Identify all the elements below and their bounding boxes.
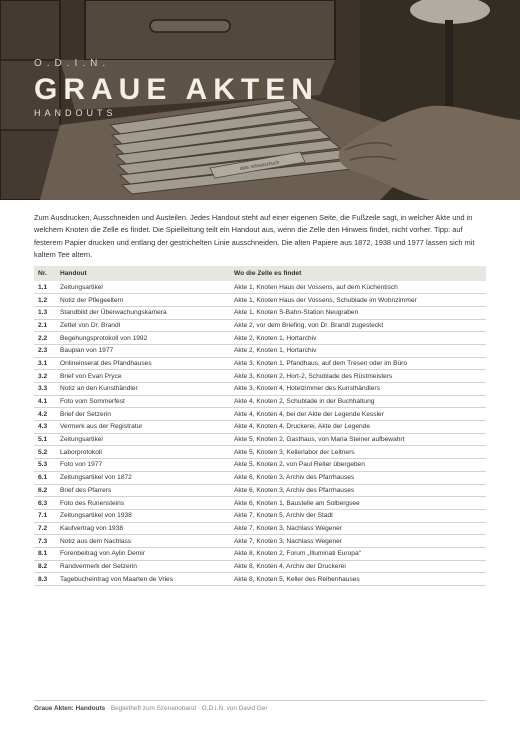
table-row [34, 319, 486, 332]
cell-location: Akte 1, Knoten S-Bahn-Station Neugraben [230, 306, 486, 319]
cell-location: Akte 7, Knoten 3, Nachlass Wegener [230, 535, 486, 548]
cell-handout: Foto von 1977 [56, 459, 230, 472]
cell-location: Akte 3, Knoten 4, Hotelzimmer des Kunsthändlers [230, 383, 486, 396]
cell-location: Akte 2, vor dem Briefing, von Dr. Brandl zugesteckt [230, 319, 486, 332]
cell-nr: 6.3 [34, 497, 56, 510]
cell-location: Akte 3, Knoten 2, Hort-2, Schublade des Rüstmeisters [230, 370, 486, 383]
cell-location: Akte 7, Knoten 5, Archiv der Stadt [230, 509, 486, 522]
table-row [34, 446, 486, 459]
cell-location: Akte 1, Knoten Haus der Vossens, auf dem Küchentisch [230, 281, 486, 294]
cell-handout: Tagebucheintrag von Maarten de Vries [56, 573, 230, 586]
table-row [34, 383, 486, 396]
cell-nr: 4.1 [34, 395, 56, 408]
table-row [34, 471, 486, 484]
cell-handout: Randvermerk der Setzerin [56, 560, 230, 573]
cell-handout: Zettel von Dr. Brandl [56, 319, 230, 332]
org-label: O.D.I.N. [34, 58, 111, 69]
cell-handout: Zeitungsartikel von 1938 [56, 509, 230, 522]
cell-nr: 5.1 [34, 433, 56, 446]
cell-nr: 1.1 [34, 281, 56, 294]
cell-nr: 4.3 [34, 421, 56, 434]
cell-nr: 5.3 [34, 459, 56, 472]
hero-image [0, 0, 520, 200]
table-row [34, 395, 486, 408]
cell-handout: Notiz an den Kunsthändler [56, 383, 230, 396]
cell-handout: Laborprotokoll [56, 446, 230, 459]
cell-handout: Zeitungsartikel von 1872 [56, 471, 230, 484]
cell-location: Akte 4, Knoten 4, bei der Akte der Legende Kessler [230, 408, 486, 421]
table-row [34, 509, 486, 522]
cell-nr: 7.1 [34, 509, 56, 522]
table-row [34, 573, 486, 586]
cell-handout: Zeitungsartikel [56, 281, 230, 294]
cell-nr: 2.2 [34, 332, 56, 345]
cell-location: Akte 6, Knoten 3, Archiv des Pfarrhauses [230, 471, 486, 484]
cell-nr: 1.3 [34, 306, 56, 319]
cell-handout: Zeitungsartikel [56, 433, 230, 446]
column-header-location: Wo die Zelle es findet [230, 266, 486, 281]
cell-handout: Foto vom Sommerfest [56, 395, 230, 408]
cell-nr: 5.2 [34, 446, 56, 459]
table-row [34, 332, 486, 345]
cell-location: Akte 5, Knoten 2, von Paul Reiter übergeben [230, 459, 486, 472]
cell-location: Akte 3, Knoten 1, Pfandhaus, auf dem Tresen oder im Büro [230, 357, 486, 370]
table-row [34, 547, 486, 560]
cell-nr: 3.3 [34, 383, 56, 396]
cell-location: Akte 8, Knoten 4, Archiv der Druckerei [230, 560, 486, 573]
cell-location: Akte 2, Knoten 1, Hortarchiv [230, 332, 486, 345]
cell-nr: 2.3 [34, 344, 56, 357]
cell-nr: 7.3 [34, 535, 56, 548]
column-header-handout: Handout [56, 266, 230, 281]
cell-location: Akte 5, Knoten 3, Kellerlabor der Leitners [230, 446, 486, 459]
table-row [34, 535, 486, 548]
cell-handout: Brief von Evan Pryce [56, 370, 230, 383]
cell-handout: Notiz der Pflegeeltern [56, 294, 230, 307]
cell-handout: Onlineinserat des Pfandhauses [56, 357, 230, 370]
table-row [34, 522, 486, 535]
footer-divider [34, 700, 486, 701]
cell-handout: Standbild der Überwachungskamera [56, 306, 230, 319]
cell-nr: 1.2 [34, 294, 56, 307]
cell-location: Akte 8, Knoten 2, Forum „Illuminati Europa“ [230, 547, 486, 560]
table-row [34, 408, 486, 421]
cell-nr: 8.1 [34, 547, 56, 560]
table-row [34, 421, 486, 434]
cell-nr: 3.1 [34, 357, 56, 370]
cell-location: Akte 1, Knoten Haus der Vossens, Schublade im Wohnzimmer [230, 294, 486, 307]
cell-location: Akte 7, Knoten 3, Nachlass Wegener [230, 522, 486, 535]
table-row [34, 370, 486, 383]
cell-handout: Forenbeitrag von Aylin Demir [56, 547, 230, 560]
cell-nr: 6.1 [34, 471, 56, 484]
hero-heading [34, 58, 319, 118]
cell-nr: 8.3 [34, 573, 56, 586]
table-row [34, 560, 486, 573]
column-header-nr: Nr. [34, 266, 56, 281]
handout-table [34, 266, 486, 586]
table-body [34, 281, 486, 586]
table-header-row [34, 266, 486, 281]
footer-title: Graue Akten: Handouts [34, 705, 106, 712]
cell-location: Akte 4, Knoten 4, Druckerei, Akte der Legende [230, 421, 486, 434]
cell-handout: Vermerk aus der Registratur [56, 421, 230, 434]
cell-handout: Brief der Setzerin [56, 408, 230, 421]
cell-handout: Foto des Runensteins [56, 497, 230, 510]
page-title: GRAUE AKTEN [34, 73, 319, 106]
table-row [34, 497, 486, 510]
table-row [34, 459, 486, 472]
cell-handout: Begehungsprotokoll von 1992 [56, 332, 230, 345]
cell-nr: 7.2 [34, 522, 56, 535]
cell-location: Akte 8, Knoten 5, Keller des Reihenhauses [230, 573, 486, 586]
cell-nr: 3.2 [34, 370, 56, 383]
page-subtitle: HANDOUTS [34, 108, 117, 118]
cell-location: Akte 4, Knoten 2, Schublade in der Buchhaltung [230, 395, 486, 408]
cell-nr: 8.2 [34, 560, 56, 573]
intro-text: Zum Ausdrucken, Ausschneiden und Austeilen. Jedes Handout steht auf einer eigenen Seite, die Fußzeile sagt, in welcher Akte und in welchem Knoten die Zelle es findet. Die Spielleitung teilt ein Handout aus, wenn die Zelle den Hinweis findet, nicht vorher. Tipp: auf festerem Papier drucken und entlang der gestrichelten Linie ausschneiden. Die alten Papiere aus 1872, 1938 und 1977 lassen sich mit kaltem Tee altern. [34, 213, 475, 259]
table-row [34, 484, 486, 497]
table-row [34, 433, 486, 446]
cell-handout: Notiz aus dem Nachlass [56, 535, 230, 548]
cell-handout: Bauplan von 1977 [56, 344, 230, 357]
cell-nr: 4.2 [34, 408, 56, 421]
table-row [34, 294, 486, 307]
table-row [34, 344, 486, 357]
footer-text: · Begleitheft zum Szenarioband · O.D.I.N. von David Ger [105, 705, 268, 712]
cell-location: Akte 2, Knoten 1, Hortarchiv [230, 344, 486, 357]
table-row [34, 357, 486, 370]
cell-handout: Kaufvertrag von 1938 [56, 522, 230, 535]
cell-nr: 6.2 [34, 484, 56, 497]
table-row [34, 281, 486, 294]
table-row [34, 306, 486, 319]
cell-nr: 2.1 [34, 319, 56, 332]
cell-location: Akte 5, Knoten 2, Gasthaus, von Maria Steiner aufbewahrt [230, 433, 486, 446]
cell-location: Akte 6, Knoten 3, Archiv des Pfarrhauses [230, 484, 486, 497]
cell-location: Akte 6, Knoten 1, Baustelle am Solbergsee [230, 497, 486, 510]
cell-handout: Brief des Pfarrers [56, 484, 230, 497]
page-footer [34, 705, 267, 712]
